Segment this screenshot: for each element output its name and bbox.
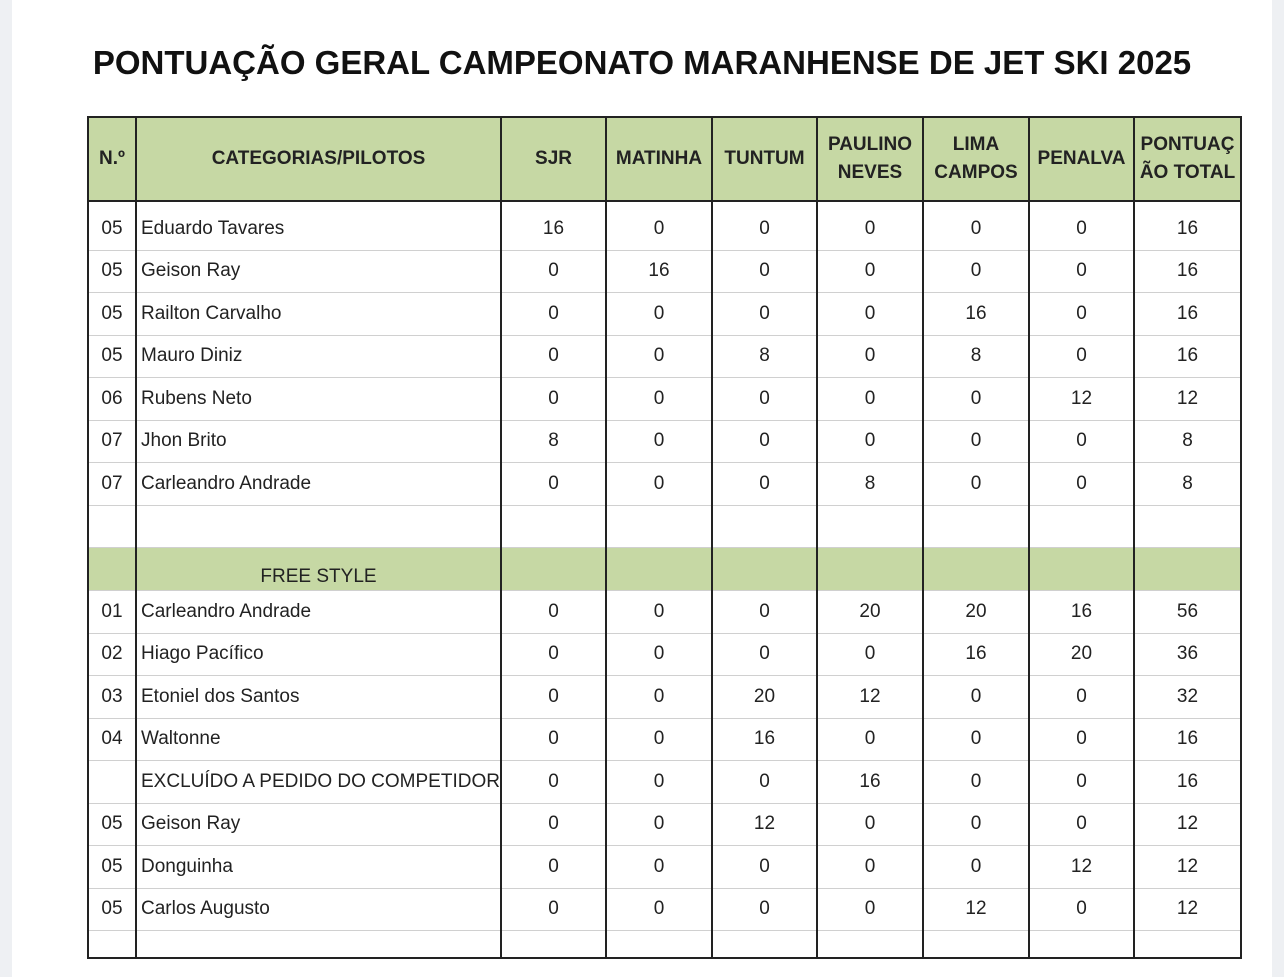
table-row: [88, 378, 1241, 421]
section-cell: [1029, 548, 1134, 591]
empty-cell: [88, 931, 136, 959]
total-cell: 16: [1134, 250, 1241, 293]
tuntum-cell: 0: [712, 888, 817, 931]
empty-cell: [712, 505, 817, 548]
number-cell: 06: [88, 378, 136, 421]
empty-cell: [501, 931, 606, 959]
pilot-cell: Geison Ray: [136, 250, 501, 293]
section-cell: [1134, 548, 1241, 591]
header-total: PONTUAÇ ÃO TOTAL: [1134, 117, 1241, 201]
number-cell: 05: [88, 335, 136, 378]
sjr-cell: 0: [501, 803, 606, 846]
penalva-cell: 0: [1029, 803, 1134, 846]
empty-cell: [817, 505, 923, 548]
empty-cell: [606, 201, 712, 208]
total-cell: 16: [1134, 761, 1241, 804]
sjr-cell: 0: [501, 463, 606, 506]
lima-campos-cell: 0: [923, 420, 1029, 463]
matinha-cell: 0: [606, 761, 712, 804]
lima-campos-cell: 16: [923, 633, 1029, 676]
empty-cell: [1029, 505, 1134, 548]
header-sjr: SJR: [501, 117, 606, 201]
number-cell: 05: [88, 208, 136, 250]
empty-cell: [817, 201, 923, 208]
paulino-neves-cell: 12: [817, 676, 923, 719]
total-cell: 8: [1134, 463, 1241, 506]
tuntum-cell: 12: [712, 803, 817, 846]
penalva-cell: 0: [1029, 463, 1134, 506]
pilot-cell: Railton Carvalho: [136, 293, 501, 336]
empty-row: [88, 505, 1241, 548]
tuntum-cell: 8: [712, 335, 817, 378]
table-row: [88, 591, 1241, 634]
paulino-neves-cell: 0: [817, 420, 923, 463]
page-title: PONTUAÇÃO GERAL CAMPEONATO MARANHENSE DE JET SKI 2025: [92, 44, 1192, 81]
matinha-cell: 0: [606, 803, 712, 846]
pilot-cell: Donguinha: [136, 846, 501, 889]
number-cell: 05: [88, 803, 136, 846]
table-row: [88, 718, 1241, 761]
pilot-cell: Geison Ray: [136, 803, 501, 846]
empty-cell: [606, 505, 712, 548]
empty-cell: [136, 931, 501, 959]
table-row: [88, 761, 1241, 804]
matinha-cell: 0: [606, 888, 712, 931]
paulino-neves-cell: 0: [817, 378, 923, 421]
lima-campos-cell: 0: [923, 208, 1029, 250]
empty-cell: [136, 201, 501, 208]
empty-cell: [501, 201, 606, 208]
penalva-cell: 0: [1029, 718, 1134, 761]
empty-cell: [88, 201, 136, 208]
tuntum-cell: 0: [712, 591, 817, 634]
spacer-row: [88, 201, 1241, 208]
penalva-cell: 16: [1029, 591, 1134, 634]
header-number: N.º: [88, 117, 136, 201]
total-cell: 16: [1134, 208, 1241, 250]
lima-campos-cell: 0: [923, 803, 1029, 846]
matinha-cell: 0: [606, 633, 712, 676]
header-matinha: MATINHA: [606, 117, 712, 201]
matinha-cell: 16: [606, 250, 712, 293]
total-cell: 32: [1134, 676, 1241, 719]
empty-cell: [1029, 931, 1134, 959]
total-cell: 16: [1134, 718, 1241, 761]
sjr-cell: 0: [501, 718, 606, 761]
section-row-free-style: [88, 548, 1241, 591]
number-cell: [88, 761, 136, 804]
matinha-cell: 0: [606, 335, 712, 378]
lima-campos-cell: 8: [923, 335, 1029, 378]
empty-cell: [1029, 201, 1134, 208]
number-cell: 03: [88, 676, 136, 719]
empty-cell: [817, 931, 923, 959]
matinha-cell: 0: [606, 463, 712, 506]
paulino-neves-cell: 16: [817, 761, 923, 804]
empty-cell: [606, 931, 712, 959]
empty-cell: [923, 505, 1029, 548]
paulino-neves-cell: 0: [817, 888, 923, 931]
pilot-cell: Mauro Diniz: [136, 335, 501, 378]
paulino-neves-cell: 0: [817, 293, 923, 336]
total-cell: 56: [1134, 591, 1241, 634]
total-cell: 12: [1134, 803, 1241, 846]
pilot-cell: Etoniel dos Santos: [136, 676, 501, 719]
section-cell: [606, 548, 712, 591]
penalva-cell: 0: [1029, 676, 1134, 719]
lima-campos-cell: 12: [923, 888, 1029, 931]
header-tuntum: TUNTUM: [712, 117, 817, 201]
empty-cell: [1134, 201, 1241, 208]
matinha-cell: 0: [606, 846, 712, 889]
empty-cell: [501, 505, 606, 548]
empty-cell: [1134, 505, 1241, 548]
matinha-cell: 0: [606, 378, 712, 421]
penalva-cell: 0: [1029, 335, 1134, 378]
total-cell: 12: [1134, 846, 1241, 889]
pilot-cell: Hiago Pacífico: [136, 633, 501, 676]
empty-cell: [88, 505, 136, 548]
matinha-cell: 0: [606, 293, 712, 336]
penalva-cell: 0: [1029, 208, 1134, 250]
penalva-cell: 0: [1029, 250, 1134, 293]
table-row: [88, 803, 1241, 846]
header-lima-campos: LIMA CAMPOS: [923, 117, 1029, 201]
empty-cell: [923, 931, 1029, 959]
matinha-cell: 0: [606, 591, 712, 634]
section-cell: [88, 548, 136, 591]
total-cell: 16: [1134, 293, 1241, 336]
header-row: [88, 117, 1241, 201]
tuntum-cell: 0: [712, 293, 817, 336]
empty-row: [88, 931, 1241, 959]
tuntum-cell: 16: [712, 718, 817, 761]
pilot-cell: Carleandro Andrade: [136, 591, 501, 634]
sjr-cell: 16: [501, 208, 606, 250]
number-cell: 07: [88, 420, 136, 463]
number-cell: 05: [88, 846, 136, 889]
sjr-cell: 0: [501, 335, 606, 378]
empty-cell: [136, 505, 501, 548]
tuntum-cell: 20: [712, 676, 817, 719]
header-paulino-neves: PAULINO NEVES: [817, 117, 923, 201]
standings-table: [87, 116, 1242, 959]
document-page: [12, 0, 1272, 977]
table-row: [88, 633, 1241, 676]
penalva-cell: 0: [1029, 761, 1134, 804]
total-cell: 16: [1134, 335, 1241, 378]
table-row: [88, 335, 1241, 378]
penalva-cell: 12: [1029, 846, 1134, 889]
table-row: [88, 250, 1241, 293]
lima-campos-cell: 0: [923, 718, 1029, 761]
sjr-cell: 0: [501, 591, 606, 634]
paulino-neves-cell: 20: [817, 591, 923, 634]
pilot-cell: EXCLUÍDO A PEDIDO DO COMPETIDOR: [136, 761, 501, 804]
table-row: [88, 293, 1241, 336]
penalva-cell: 0: [1029, 888, 1134, 931]
paulino-neves-cell: 0: [817, 633, 923, 676]
matinha-cell: 0: [606, 718, 712, 761]
table-row: [88, 846, 1241, 889]
number-cell: 01: [88, 591, 136, 634]
number-cell: 05: [88, 250, 136, 293]
total-cell: 12: [1134, 378, 1241, 421]
paulino-neves-cell: 0: [817, 208, 923, 250]
section-label: FREE STYLE: [136, 548, 501, 591]
lima-campos-cell: 0: [923, 463, 1029, 506]
table-row: [88, 208, 1241, 250]
header-pilots: CATEGORIAS/PILOTOS: [136, 117, 501, 201]
sjr-cell: 0: [501, 888, 606, 931]
paulino-neves-cell: 0: [817, 718, 923, 761]
pilot-cell: Jhon Brito: [136, 420, 501, 463]
total-cell: 8: [1134, 420, 1241, 463]
sjr-cell: 0: [501, 293, 606, 336]
pilot-cell: Carlos Augusto: [136, 888, 501, 931]
lima-campos-cell: 0: [923, 846, 1029, 889]
paulino-neves-cell: 0: [817, 335, 923, 378]
tuntum-cell: 0: [712, 846, 817, 889]
table-row: [88, 463, 1241, 506]
sjr-cell: 0: [501, 846, 606, 889]
empty-cell: [1134, 931, 1241, 959]
total-cell: 12: [1134, 888, 1241, 931]
tuntum-cell: 0: [712, 633, 817, 676]
total-cell: 36: [1134, 633, 1241, 676]
number-cell: 05: [88, 293, 136, 336]
table-row: [88, 888, 1241, 931]
matinha-cell: 0: [606, 676, 712, 719]
pilot-cell: Waltonne: [136, 718, 501, 761]
sjr-cell: 0: [501, 761, 606, 804]
tuntum-cell: 0: [712, 250, 817, 293]
penalva-cell: 20: [1029, 633, 1134, 676]
sjr-cell: 0: [501, 676, 606, 719]
paulino-neves-cell: 8: [817, 463, 923, 506]
lima-campos-cell: 20: [923, 591, 1029, 634]
empty-cell: [712, 201, 817, 208]
table-row: [88, 420, 1241, 463]
paulino-neves-cell: 0: [817, 250, 923, 293]
table-row: [88, 676, 1241, 719]
sjr-cell: 0: [501, 378, 606, 421]
lima-campos-cell: 16: [923, 293, 1029, 336]
section-cell: [712, 548, 817, 591]
section-cell: [817, 548, 923, 591]
paulino-neves-cell: 0: [817, 846, 923, 889]
number-cell: 05: [88, 888, 136, 931]
number-cell: 07: [88, 463, 136, 506]
sjr-cell: 8: [501, 420, 606, 463]
tuntum-cell: 0: [712, 761, 817, 804]
tuntum-cell: 0: [712, 420, 817, 463]
paulino-neves-cell: 0: [817, 803, 923, 846]
tuntum-cell: 0: [712, 378, 817, 421]
tuntum-cell: 0: [712, 463, 817, 506]
penalva-cell: 0: [1029, 293, 1134, 336]
pilot-cell: Carleandro Andrade: [136, 463, 501, 506]
empty-cell: [712, 931, 817, 959]
header-penalva: PENALVA: [1029, 117, 1134, 201]
lima-campos-cell: 0: [923, 676, 1029, 719]
lima-campos-cell: 0: [923, 761, 1029, 804]
sjr-cell: 0: [501, 250, 606, 293]
matinha-cell: 0: [606, 208, 712, 250]
penalva-cell: 0: [1029, 420, 1134, 463]
lima-campos-cell: 0: [923, 250, 1029, 293]
section-cell: [923, 548, 1029, 591]
penalva-cell: 12: [1029, 378, 1134, 421]
empty-cell: [923, 201, 1029, 208]
matinha-cell: 0: [606, 420, 712, 463]
lima-campos-cell: 0: [923, 378, 1029, 421]
pilot-cell: Eduardo Tavares: [136, 208, 501, 250]
number-cell: 04: [88, 718, 136, 761]
number-cell: 02: [88, 633, 136, 676]
pilot-cell: Rubens Neto: [136, 378, 501, 421]
section-cell: [501, 548, 606, 591]
tuntum-cell: 0: [712, 208, 817, 250]
sjr-cell: 0: [501, 633, 606, 676]
